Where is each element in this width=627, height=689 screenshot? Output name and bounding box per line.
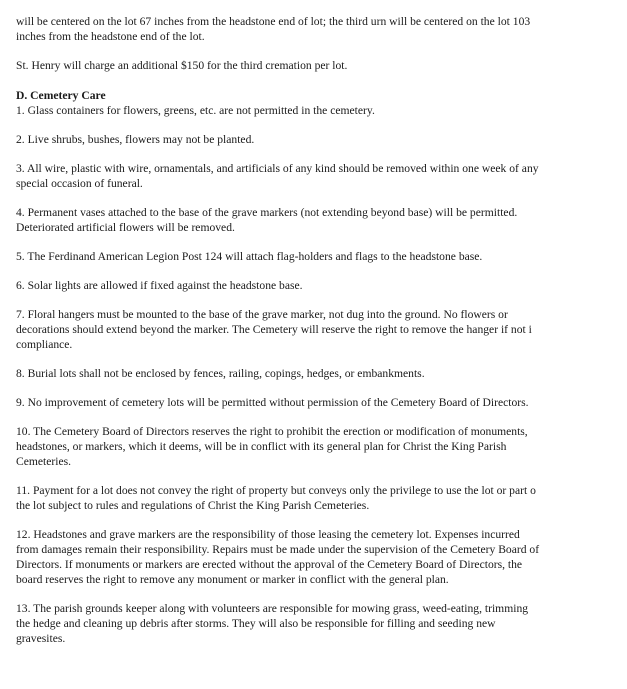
rule-4-line-1: 4. Permanent vases attached to the base of the grave markers (not extending beyond base) will be permitted. bbox=[16, 206, 518, 219]
rule-9-line-1: 9. No improvement of cemetery lots will be permitted without permission of the Cemetery Board of Directors. bbox=[16, 396, 529, 409]
rule-6-line-1: 6. Solar lights are allowed if fixed against the headstone base. bbox=[16, 279, 303, 292]
rule-1-line-1: 1. Glass containers for flowers, greens, etc. are not permitted in the cemetery. bbox=[16, 104, 375, 117]
rule-8 bbox=[16, 366, 627, 381]
rule-11-line-1: 11. Payment for a lot does not convey the right of property but conveys only the privilege to use the lot or part o bbox=[16, 484, 536, 497]
rule-12-line-4: board reserves the right to remove any monument or marker in conflict with the general plan. bbox=[16, 573, 449, 586]
rule-13-line-3: gravesites. bbox=[16, 632, 66, 645]
rule-5 bbox=[16, 249, 627, 264]
intro-line-1: will be centered on the lot 67 inches from the headstone end of lot; the third urn will be centered on the lot 103 bbox=[16, 15, 531, 28]
rule-6 bbox=[16, 278, 627, 293]
rule-8-line-1: 8. Burial lots shall not be enclosed by fences, railing, copings, hedges, or embankments. bbox=[16, 367, 425, 380]
rule-13-line-2: the hedge and cleaning up debris after storms. They will also be responsible for filling and seeding new bbox=[16, 617, 496, 630]
cremation-note: St. Henry will charge an additional $150 for the third cremation per lot. bbox=[16, 59, 348, 72]
rule-7-line-1: 7. Floral hangers must be mounted to the base of the grave marker, not dug into the ground. No flowers or bbox=[16, 308, 508, 321]
rule-9 bbox=[16, 395, 627, 410]
rule-1 bbox=[16, 103, 627, 118]
rule-5-line-1: 5. The Ferdinand American Legion Post 124 will attach flag-holders and flags to the headstone base. bbox=[16, 250, 483, 263]
rule-13 bbox=[16, 601, 627, 646]
rule-11-line-2: the lot subject to rules and regulations of Christ the King Parish Cemeteries. bbox=[16, 499, 370, 512]
rule-4 bbox=[16, 205, 627, 235]
rule-13-line-1: 13. The parish grounds keeper along with volunteers are responsible for mowing grass, weed-eating, trimming bbox=[16, 602, 529, 615]
rule-3-line-1: 3. All wire, plastic with wire, ornamentals, and artificials of any kind should be removed within one week of any bbox=[16, 162, 539, 175]
rule-2-line-1: 2. Live shrubs, bushes, flowers may not be planted. bbox=[16, 133, 255, 146]
rule-4-line-2: Deteriorated artificial flowers will be removed. bbox=[16, 221, 235, 234]
rule-10-line-1: 10. The Cemetery Board of Directors reserves the right to prohibit the erection or modification of monuments, bbox=[16, 425, 528, 438]
rule-3 bbox=[16, 161, 627, 191]
rule-3-line-2: special occasion of funeral. bbox=[16, 177, 143, 190]
intro-line-2: inches from the headstone end of the lot. bbox=[16, 30, 205, 43]
rule-12 bbox=[16, 527, 627, 587]
rule-7-line-3: compliance. bbox=[16, 338, 73, 351]
rule-7-line-2: decorations should extend beyond the marker. The Cemetery will reserve the right to remove the hanger if not i bbox=[16, 323, 532, 336]
rule-12-line-2: from damages remain their responsibility. Repairs must be made under the supervision of the Cemetery Board of bbox=[16, 543, 540, 556]
rule-10-line-3: Cemeteries. bbox=[16, 455, 72, 468]
section-heading: D. Cemetery Care bbox=[16, 89, 106, 102]
document-page bbox=[16, 14, 627, 646]
rule-10 bbox=[16, 424, 627, 469]
rule-12-line-1: 12. Headstones and grave markers are the responsibility of those leasing the cemetery lot. Expenses incurred bbox=[16, 528, 520, 541]
rule-12-line-3: Directors. If monuments or markers are erected without the approval of the Cemetery Board of Directors, the bbox=[16, 558, 523, 571]
rule-2 bbox=[16, 132, 627, 147]
rule-10-line-2: headstones, or markers, which it deems, will be in conflict with its general plan for Christ the King Parish bbox=[16, 440, 507, 453]
rule-11 bbox=[16, 483, 627, 513]
rule-7 bbox=[16, 307, 627, 352]
